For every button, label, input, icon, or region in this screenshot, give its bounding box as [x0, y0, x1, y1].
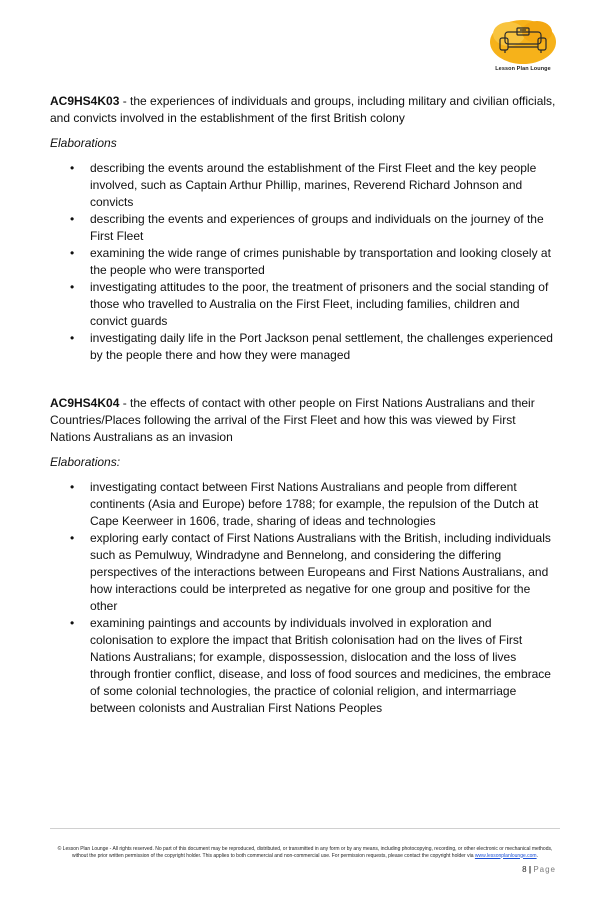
lesson-plan-lounge-logo: [487, 18, 559, 76]
couch-logo-icon: [487, 18, 559, 68]
list-item: • investigating contact between First Nations Australians and people from different continents (Asia and Europe) before 1788; for example, the repulsion of the Dutch at Cape Keerweer in 1606, trade, sharing of ideas and technologies: [50, 479, 556, 530]
page-number: [522, 865, 556, 874]
section2-heading: [50, 395, 556, 446]
section1-heading: [50, 93, 556, 127]
website-link[interactable]: www.lessonplanlounge.com: [474, 852, 537, 859]
copyright-suffix: .: [536, 852, 538, 859]
list-item: • describing the events around the establishment of the First Fleet and the key people involved, such as Captain Arthur Phillip, marines, Reverend Richard Johnson and convicts: [50, 160, 556, 211]
section1-elaborations-list: [50, 160, 556, 364]
logo-text: Lesson Plan Lounge: [495, 66, 551, 72]
page-number-separator: |: [528, 865, 532, 874]
section1-elaborations-label: Elaborations: [50, 136, 117, 150]
list-item: • investigating daily life in the Port Jackson penal settlement, the challenges experienced by the people there and how they were managed: [50, 330, 556, 364]
page-content: [50, 93, 556, 717]
page-number-value: 8: [522, 865, 527, 874]
copyright-text: © Lesson Plan Lounge - All rights reserved. No part of this document may be reproduced, distributed, or transmitted in any form or by any means, including photocopying, recording, or other electronic or mechanical methods, without the prior written permission of the copyright holder. This applies to both commercial and non-commercial use. For permission requests, please contact the copyright holder via: [57, 846, 553, 859]
page-number-word: Page: [533, 865, 556, 874]
list-item: • investigating attitudes to the poor, the treatment of prisoners and the social standing of those who travelled to Australia on the First Fleet, including families, children and convict guards: [50, 279, 556, 330]
section2-elaborations-list: [50, 479, 556, 717]
list-item: • examining the wide range of crimes punishable by transportation and looking closely at the people who were transported: [50, 245, 556, 279]
section2-elaborations-label: Elaborations:: [50, 455, 121, 469]
footer-divider: [50, 828, 560, 829]
list-item: • describing the events and experiences of groups and individuals on the journey of the First Fleet: [50, 211, 556, 245]
footer-copyright: [50, 846, 560, 859]
section1-description: - the experiences of individuals and groups, including military and civilian officials, and convicts involved in the establishment of the first British colony: [50, 94, 556, 125]
section1-code: AC9HS4K03: [50, 94, 120, 108]
section2-description: - the effects of contact with other people on First Nations Australians and their Countries/Places following the arrival of the First Fleet and how this was viewed by First Nations Australians as an invasion: [50, 396, 535, 444]
section2-code: AC9HS4K04: [50, 396, 120, 410]
list-item: • examining paintings and accounts by individuals involved in exploration and colonisation to explore the impact that British colonisation had on the lives of First Nations Australians; for example, dispossession, dislocation and the loss of lives through frontier conflict, disease, and loss of food sources and medicines, the embrace of some colonial technologies, the practice of colonial religion, and intermarriage between colonists and Australian First Nations Peoples: [50, 615, 556, 717]
list-item: • exploring early contact of First Nations Australians with the British, including individuals such as Pemulwuy, Windradyne and Bennelong, and considering the differing perspectives of the interactions between Europeans and First Nations Australians, and how interactions could be interpreted as negative for one group and positive for the other: [50, 530, 556, 615]
